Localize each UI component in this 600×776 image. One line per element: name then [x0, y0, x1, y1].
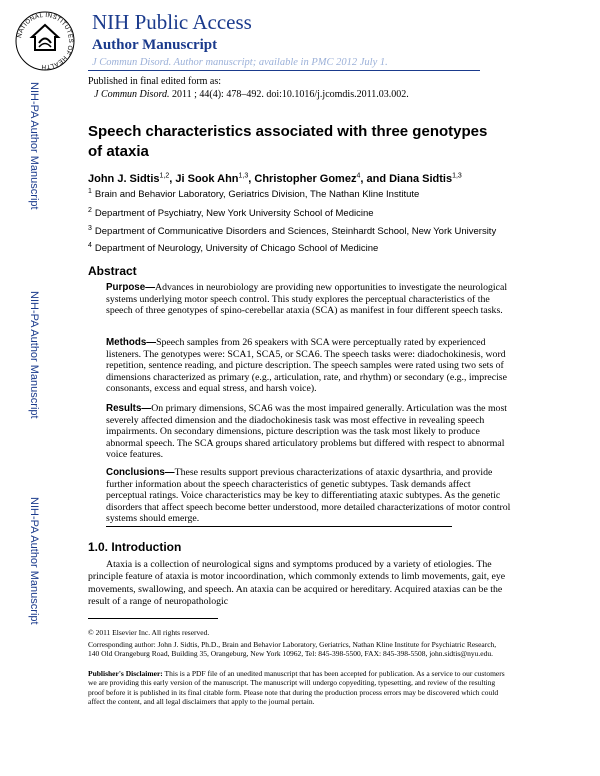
affiliation-text: Department of Psychiatry, New York University School of Medicine: [94, 208, 374, 219]
purpose-text: Advances in neurobiology are providing new opportunities to investigate the neurological systems underlying motor speech control. This study explores the perceptual characteristics of the speech of three genotypes of spino-cerebellar ataxia (SCA) as manifest in four different speech tasks.: [106, 282, 508, 316]
conclusions-label: Conclusions—: [106, 467, 175, 478]
sidebar-label-3: NIH-PA Author Manuscript: [28, 497, 40, 625]
author-separator: ,: [169, 173, 176, 185]
abstract-methods: [106, 337, 512, 395]
citation-journal: J Commun Disord.: [94, 89, 170, 100]
affiliation-1: [88, 189, 419, 200]
citation-line: [94, 88, 409, 101]
note-journal: J Commun Disord.: [92, 57, 172, 68]
methods-text: Speech samples from 26 speakers with SCA were perceptually rated by experienced listeners. The genotypes were: SCA1, SCA5, or SCA6. The speech tasks were: diadochokinesis, word repetition, sentence reading, and picture description. The speech samples were rated using two sets of dimensions characterized as primary (e.g., articulation, rate, and rhythm) or secondary (e.g., imprecise consonants, excess and equal stress, and harsh voice).: [106, 337, 507, 394]
logo-text: NATIONAL INSTITUTES OF HEALTH: [16, 11, 75, 71]
affiliation-2: [88, 208, 374, 219]
author-name: Christopher Gomez: [254, 173, 357, 185]
paper-title: Speech characteristics associated with three genotypes of ataxia: [88, 123, 488, 160]
abstract-purpose: [106, 282, 512, 317]
abstract-rule: [106, 526, 452, 527]
methods-label: Methods—: [106, 337, 157, 348]
abstract-heading: Abstract: [88, 264, 137, 278]
purpose-label: Purpose—: [106, 282, 155, 293]
citation-details: 2011 ; 44(4): 478–492. doi:10.1016/j.jcomdis.2011.03.002.: [169, 89, 409, 100]
note-availability: Author manuscript; available in PMC 2012 July 1.: [171, 57, 388, 68]
affiliation-text: Department of Neurology, University of Chicago School of Medicine: [94, 243, 379, 254]
sidebar-label-2: NIH-PA Author Manuscript: [28, 291, 40, 419]
publisher-disclaimer: [88, 669, 508, 706]
corresponding-author-note: Corresponding author: John J. Sidtis, Ph.D., Brain and Behavior Laboratory, Geriatrics, Nathan Kline Institute for Psychiatric Research, 140 Old Orangeburg Road, Building 35, Orangeburg, New York 10962, Tel: 845-398-5500, FAX: 845-398-5508, john.sidtis@nyu.edu.: [88, 640, 497, 659]
disclaimer-label: Publisher's Disclaimer:: [88, 669, 163, 678]
abstract-results: [106, 403, 512, 461]
introduction-heading: 1.0. Introduction: [88, 540, 182, 554]
introduction-paragraph: Ataxia is a collection of neurological signs and symptoms produced by a variety of etiologies. The principle feature of ataxia is motor incoordination, which commonly extends to limb movements, gait, eye movements, swallowing, and speech. An ataxia can be acquired or hereditary. Acquired ataxias can be the result of a range of neuropathologic: [88, 559, 506, 608]
author-separator: , and: [360, 173, 390, 185]
affiliation-number: 3: [88, 224, 92, 232]
abstract-conclusions: [106, 467, 512, 525]
affiliation-text: Brain and Behavior Laboratory, Geriatrics Division, The Nathan Kline Institute: [94, 189, 420, 200]
author-name: Ji Sook Ahn: [175, 173, 239, 185]
affiliation-3: [88, 226, 496, 237]
affiliation-number: 4: [88, 241, 92, 249]
author-affiliation-sup: 4: [356, 172, 361, 180]
manuscript-availability-note: [92, 57, 388, 68]
author-affiliation-sup: 1,3: [452, 172, 462, 180]
results-label: Results—: [106, 403, 152, 414]
nih-logo: [14, 10, 76, 72]
affiliation-text: Department of Communicative Disorders and Sciences, Steinhardt School, New York University: [94, 226, 497, 237]
author-name: John J. Sidtis: [88, 173, 160, 185]
affiliation-number: 2: [88, 206, 92, 214]
header-rule: [88, 70, 480, 71]
author-separator: ,: [248, 173, 255, 185]
author-list: [88, 173, 462, 185]
disclaimer-text: This is a PDF file of an unedited manuscript that has been accepted for publication. As a service to our customers we are providing this early version of the manuscript. The manuscript will undergo copyediting, typesetting, and review of the resulting proof before it is published in its final citable form. Please note that during the production process errors may be discovered which could affect the content, and all legal disclaimers that apply to the journal pertain.: [88, 669, 505, 706]
affiliation-number: 1: [88, 187, 92, 195]
published-in-line: Published in final edited form as:: [88, 76, 222, 87]
author-affiliation-sup: 1,2: [159, 172, 170, 180]
conclusions-text: These results support previous characterizations of ataxic dysarthria, and provide further information about the speech characteristics of genetic subtypes. Task demands affect perceptual ratings. Voice characteristics may be key to differentiating ataxic subtypes. As the genetic disorders that affect speech become better understood, more detailed characterizations of motor control systems should emerge.: [106, 467, 511, 524]
footnote-rule: [88, 618, 218, 619]
sidebar-label-1: NIH-PA Author Manuscript: [28, 82, 40, 210]
author-manuscript-subtitle: Author Manuscript: [92, 37, 218, 53]
copyright-notice: © 2011 Elsevier Inc. All rights reserved.: [88, 628, 210, 637]
nih-public-access-title: NIH Public Access: [92, 10, 252, 34]
affiliation-4: [88, 243, 378, 254]
author-name: Diana Sidtis: [389, 173, 453, 185]
author-affiliation-sup: 1,3: [238, 172, 249, 180]
results-text: On primary dimensions, SCA6 was the most impaired generally. Articulation was the most severely affected dimension and the diadochokinesis task was most effective in revealing speech impairments. On secondary dimensions, picture description was the task most likely to produce abnormal speech. The SCA groups shared articulatory problems but differed with respect to abnormal voice features.: [106, 403, 507, 460]
